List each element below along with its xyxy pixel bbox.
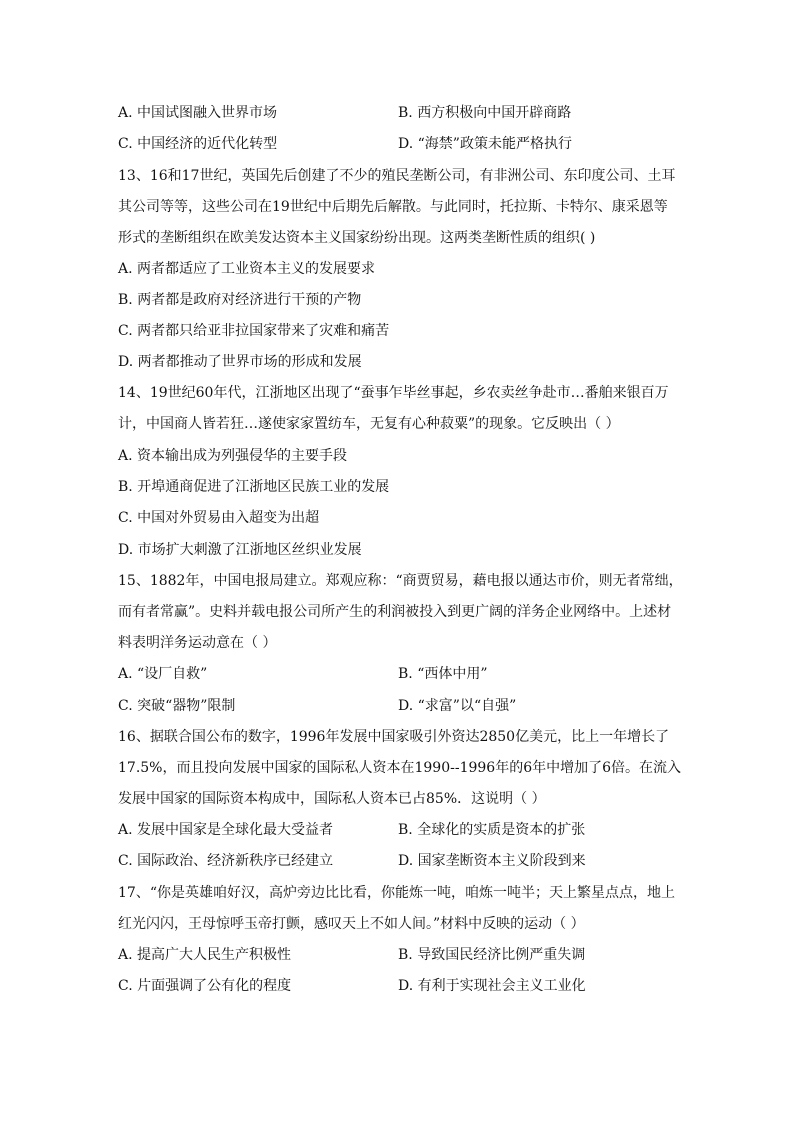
q14-option-a: A. 资本输出成为列强侵华的主要手段 — [118, 448, 348, 464]
q12-option-a: A. 中国试图融入世界市场 — [118, 105, 278, 121]
q15-stem-line-1: 15、1882年，中国电报局建立。郑观应称：“商贾贸易，藉电报以通达市价，则无者常绌， — [118, 573, 683, 589]
q16-option-d: D. 国家垄断资本主义阶段到来 — [398, 853, 586, 869]
q15-option-d: D. “求富”以“自强” — [398, 698, 517, 714]
q16-option-c: C. 国际政治、经济新秩序已经建立 — [118, 853, 334, 869]
q14-option-c: C. 中国对外贸易由入超变为出超 — [118, 510, 320, 526]
q17-stem-line-1: 17、“你是英雄咱好汉，高炉旁边比比看，你能炼一吨，咱炼一吨半；天上繁星点点，地上 — [118, 885, 675, 901]
q15-stem-line-2: 而有者常赢”。史料并载电报公司所产生的利润被投入到更广阔的洋务企业网络中。上述材 — [118, 604, 672, 620]
q13-option-a: A. 两者都适应了工业资本主义的发展要求 — [118, 261, 376, 277]
q13-option-b: B. 两者都是政府对经济进行干预的产物 — [118, 292, 362, 308]
q17-option-b: B. 导致国民经济比例严重失调 — [398, 947, 586, 963]
q14-stem-line-2: 计，中国商人皆若狂…遂使家家置纺车，无复有心种菽粟”的现象。它反映出（ ） — [118, 416, 620, 432]
q14-stem-line-1: 14、19世纪60年代，江浙地区出现了“蚕事乍毕丝事起，乡农卖丝争赴市…番舶来银百万 — [118, 385, 669, 401]
q15-option-c: C. 突破“器物”限制 — [118, 698, 236, 714]
q17-option-a: A. 提高广大人民生产积极性 — [118, 947, 292, 963]
q13-stem-line-1: 13、16和17世纪，英国先后创建了不少的殖民垄断公司，有非洲公司、东印度公司、土耳 — [118, 168, 676, 184]
q13-option-c: C. 两者都只给亚非拉国家带来了灾难和痛苦 — [118, 323, 390, 339]
q16-option-a: A. 发展中国家是全球化最大受益者 — [118, 822, 334, 838]
q17-stem-line-2: 红光闪闪，王母惊呼玉帝打颤，感叹天上不如人间。”材料中反映的运动（ ） — [118, 916, 585, 932]
q16-stem-line-1: 16、据联合国公布的数字，1996年发展中国家吸引外资达2850亿美元，比上一年增长了 — [118, 729, 670, 745]
q14-option-b: B. 开埠通商促进了江浙地区民族工业的发展 — [118, 479, 390, 495]
q16-stem-line-2: 17.5%，而且投向发展中国家的国际私人资本在1990--1996年的6年中增加了6倍。在流入 — [118, 760, 682, 776]
q12-option-d: D. “海禁”政策未能严格执行 — [398, 136, 572, 152]
q15-stem-line-3: 料表明洋务运动意在（ ） — [118, 635, 277, 651]
q15-option-a: A. “设厂自救” — [118, 666, 208, 682]
q16-stem-line-3: 发展中国家的国际资本构成中，国际私人资本已占85%．这说明（ ） — [118, 791, 546, 807]
q13-stem-line-2: 其公司等等，这些公司在19世纪中后期先后解散。与此同时，托拉斯、卡特尔、康采恩等 — [118, 199, 668, 215]
q12-option-c: C. 中国经济的近代化转型 — [118, 136, 278, 152]
q13-stem-line-3: 形式的垄断组织在欧美发达资本主义国家纷纷出现。这两类垄断性质的组织( ) — [118, 230, 596, 246]
q16-option-b: B. 全球化的实质是资本的扩张 — [398, 822, 586, 838]
q17-option-c: C. 片面强调了公有化的程度 — [118, 978, 292, 994]
q13-option-d: D. 两者都推动了世界市场的形成和发展 — [118, 354, 362, 370]
q14-option-d: D. 市场扩大刺激了江浙地区丝织业发展 — [118, 542, 362, 558]
q15-option-b: B. “西体中用” — [398, 666, 488, 682]
q17-option-d: D. 有利于实现社会主义工业化 — [398, 978, 586, 994]
q12-option-b: B. 西方积极向中国开辟商路 — [398, 105, 572, 121]
